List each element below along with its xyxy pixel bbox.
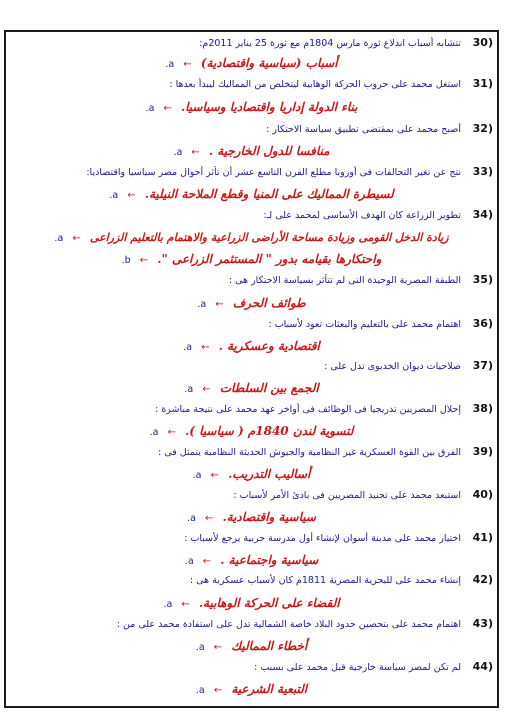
question-40 xyxy=(12,488,493,502)
question-43 xyxy=(12,617,493,631)
question-text: لم تكن لمصر سياسة خارجية قبل محمد على بسبب : xyxy=(254,662,461,673)
answer-text: واحتكارها بقيامه بدور " المستثمر الزراعى ". xyxy=(157,252,382,266)
question-31 xyxy=(12,77,493,91)
answer-text: أخطاء المماليك xyxy=(231,639,308,653)
answer-letter: a. xyxy=(163,599,173,610)
answer-letter: a. xyxy=(195,642,205,653)
question-text: استغل محمد على حروب الحركة الوهابية ليتخلص من المماليك ليبدأ بعدها : xyxy=(169,79,461,90)
arrow-left-icon: ← xyxy=(183,59,192,70)
answer-text: أساليب التدريب. xyxy=(228,467,311,481)
question-text: اهتمام محمد على بالتعليم والبعثات تعود لأسباب : xyxy=(268,319,461,330)
answer-letter: a. xyxy=(145,103,155,114)
question-number: 36) xyxy=(472,317,493,330)
answer-37-a xyxy=(6,379,497,398)
question-number: 32) xyxy=(472,122,493,135)
question-39 xyxy=(12,445,493,459)
question-text: اهتمام محمد على بتحصين حدود البلاد خاصة الشمالية تدل على استفادة محمد على من : xyxy=(116,619,461,630)
answer-33-a xyxy=(6,185,497,204)
answer-letter: a. xyxy=(192,470,202,481)
question-number: 42) xyxy=(472,573,493,586)
arrow-left-icon: ← xyxy=(72,233,81,244)
question-number: 34) xyxy=(472,208,493,221)
arrow-left-icon: ← xyxy=(139,255,149,266)
question-37 xyxy=(12,359,493,373)
question-text: الطبقة المصرية الوحيدة التى لم تتأثر بسياسة الاحتكار هى : xyxy=(228,275,461,286)
question-number: 41) xyxy=(472,531,493,544)
arrow-left-icon: ← xyxy=(127,190,136,201)
answer-text: زيادة الدخل القومى وزيادة مساحة الأراضى الزراعية والاهتمام بالتعليم الزراعى xyxy=(89,231,449,244)
answer-letter: a. xyxy=(197,299,207,310)
question-42 xyxy=(12,573,493,587)
question-text: تطوير الزراعة كان الهدف الأساسى لمحمد على لـ: xyxy=(263,210,461,221)
arrow-left-icon: ← xyxy=(213,642,223,653)
arrow-left-icon: ← xyxy=(167,427,176,438)
question-text: تتشابه أسباب اندلاع ثورة مارس 1804م مع ثورة 25 يناير 2011م: xyxy=(199,38,461,49)
question-text: صلاحيات ديوان الخديوى تدل على : xyxy=(324,361,461,372)
answer-letter: a. xyxy=(184,384,194,395)
answer-letter: b. xyxy=(121,255,131,266)
answer-letter: a. xyxy=(184,556,194,567)
answer-text: الجمع بين السلطات xyxy=(219,381,319,395)
question-number: 40) xyxy=(472,488,493,501)
question-41 xyxy=(12,531,493,545)
question-list xyxy=(6,32,497,706)
arrow-left-icon: ← xyxy=(191,147,200,158)
question-44 xyxy=(12,660,493,674)
answer-35-a xyxy=(6,294,497,313)
answer-44-a xyxy=(6,680,497,699)
question-33 xyxy=(12,165,493,179)
answer-34-a xyxy=(6,228,497,247)
question-34 xyxy=(12,208,493,222)
answer-letter: a. xyxy=(165,59,175,70)
answer-36-a xyxy=(6,337,497,356)
question-number: 30) xyxy=(472,36,493,49)
question-35 xyxy=(12,273,493,287)
question-text: اختيار محمد على مدينة أسوان لإنشاء أول مدرسة حربية يرجع لأسباب : xyxy=(184,533,461,544)
answer-41-a xyxy=(6,551,497,570)
arrow-left-icon: ← xyxy=(163,103,172,114)
question-text: إحلال المصريين تدريجيا فى الوظائف فى أواخر عهد محمد على نتيجة مباشرة : xyxy=(155,404,461,415)
answer-text: التبعية الشرعية xyxy=(231,682,308,696)
question-36 xyxy=(12,317,493,331)
question-number: 43) xyxy=(472,617,493,630)
question-text: استبعد محمد على تجنيد المصريين فى بادئ الأمر لأسباب : xyxy=(233,490,461,501)
arrow-left-icon: ← xyxy=(201,342,210,353)
question-text: أصبح محمد على بمقتضى تطبيق سياسة الاحتكار : xyxy=(266,124,461,135)
question-text: إنشاء محمد على للبحرية المصرية 1811م كان لأسباب عسكرية هى : xyxy=(189,575,461,586)
arrow-left-icon: ← xyxy=(215,299,224,310)
answer-40-a xyxy=(6,508,497,527)
answer-text: اقتصادية وعسكرية . xyxy=(218,339,320,353)
question-number: 39) xyxy=(472,445,493,458)
arrow-left-icon: ← xyxy=(213,685,223,696)
answer-letter: a. xyxy=(183,342,193,353)
answer-letter: a. xyxy=(54,233,64,244)
answer-30-a xyxy=(6,54,497,73)
answer-text: لتسوية لندن 1840م ( سياسيا ). xyxy=(185,424,354,438)
answer-text: أسباب (سياسية واقتصادية) xyxy=(200,56,338,70)
answer-text: سياسية واقتصادية. xyxy=(222,510,316,524)
answer-letter: a. xyxy=(149,427,159,438)
question-number: 33) xyxy=(472,165,493,178)
answer-letter: a. xyxy=(173,147,183,158)
answer-text: منافسا للدول الخارجية . xyxy=(208,144,330,158)
arrow-left-icon: ← xyxy=(202,384,211,395)
question-number: 37) xyxy=(472,359,493,372)
answer-text: طوائف الحرف xyxy=(232,296,306,310)
question-number: 38) xyxy=(472,402,493,415)
answer-34-b xyxy=(6,250,497,269)
answer-39-a xyxy=(6,465,497,484)
question-30 xyxy=(12,36,493,50)
worksheet-page xyxy=(4,30,499,708)
answer-letter: a. xyxy=(109,190,119,201)
answer-text: سياسية واجتماعية . xyxy=(220,553,319,567)
question-32 xyxy=(12,122,493,136)
question-text: نتج عن تغير التحالفات فى أوروبا مطلع القرن التاسع عشر أن تأثر أحوال مصر سياسيا واقتصاديا: xyxy=(86,167,461,178)
question-number: 35) xyxy=(472,273,493,286)
question-38 xyxy=(12,402,493,416)
arrow-left-icon: ← xyxy=(202,556,212,567)
question-number: 31) xyxy=(472,77,493,90)
answer-text: بناء الدولة إداريا واقتصاديا وسياسيا. xyxy=(180,100,358,114)
arrow-left-icon: ← xyxy=(205,513,214,524)
answer-38-a xyxy=(6,422,497,441)
answer-43-a xyxy=(6,637,497,656)
answer-32-a xyxy=(6,142,497,161)
arrow-left-icon: ← xyxy=(210,470,219,481)
answer-letter: a. xyxy=(187,513,196,524)
arrow-left-icon: ← xyxy=(181,599,190,610)
answer-text: القضاء على الحركة الوهابية. xyxy=(198,596,340,610)
question-text: الفرق بين القوة العسكرية غير النظامية والجيوش الحديثة النظامية يتمثل فى : xyxy=(158,447,461,458)
answer-letter: a. xyxy=(195,685,205,696)
question-number: 44) xyxy=(472,660,493,673)
answer-31-a xyxy=(6,98,497,117)
answer-42-a xyxy=(6,594,497,613)
answer-text: لسيطرة المماليك على المنيا وقطع الملاحة النيلية. xyxy=(144,187,394,201)
